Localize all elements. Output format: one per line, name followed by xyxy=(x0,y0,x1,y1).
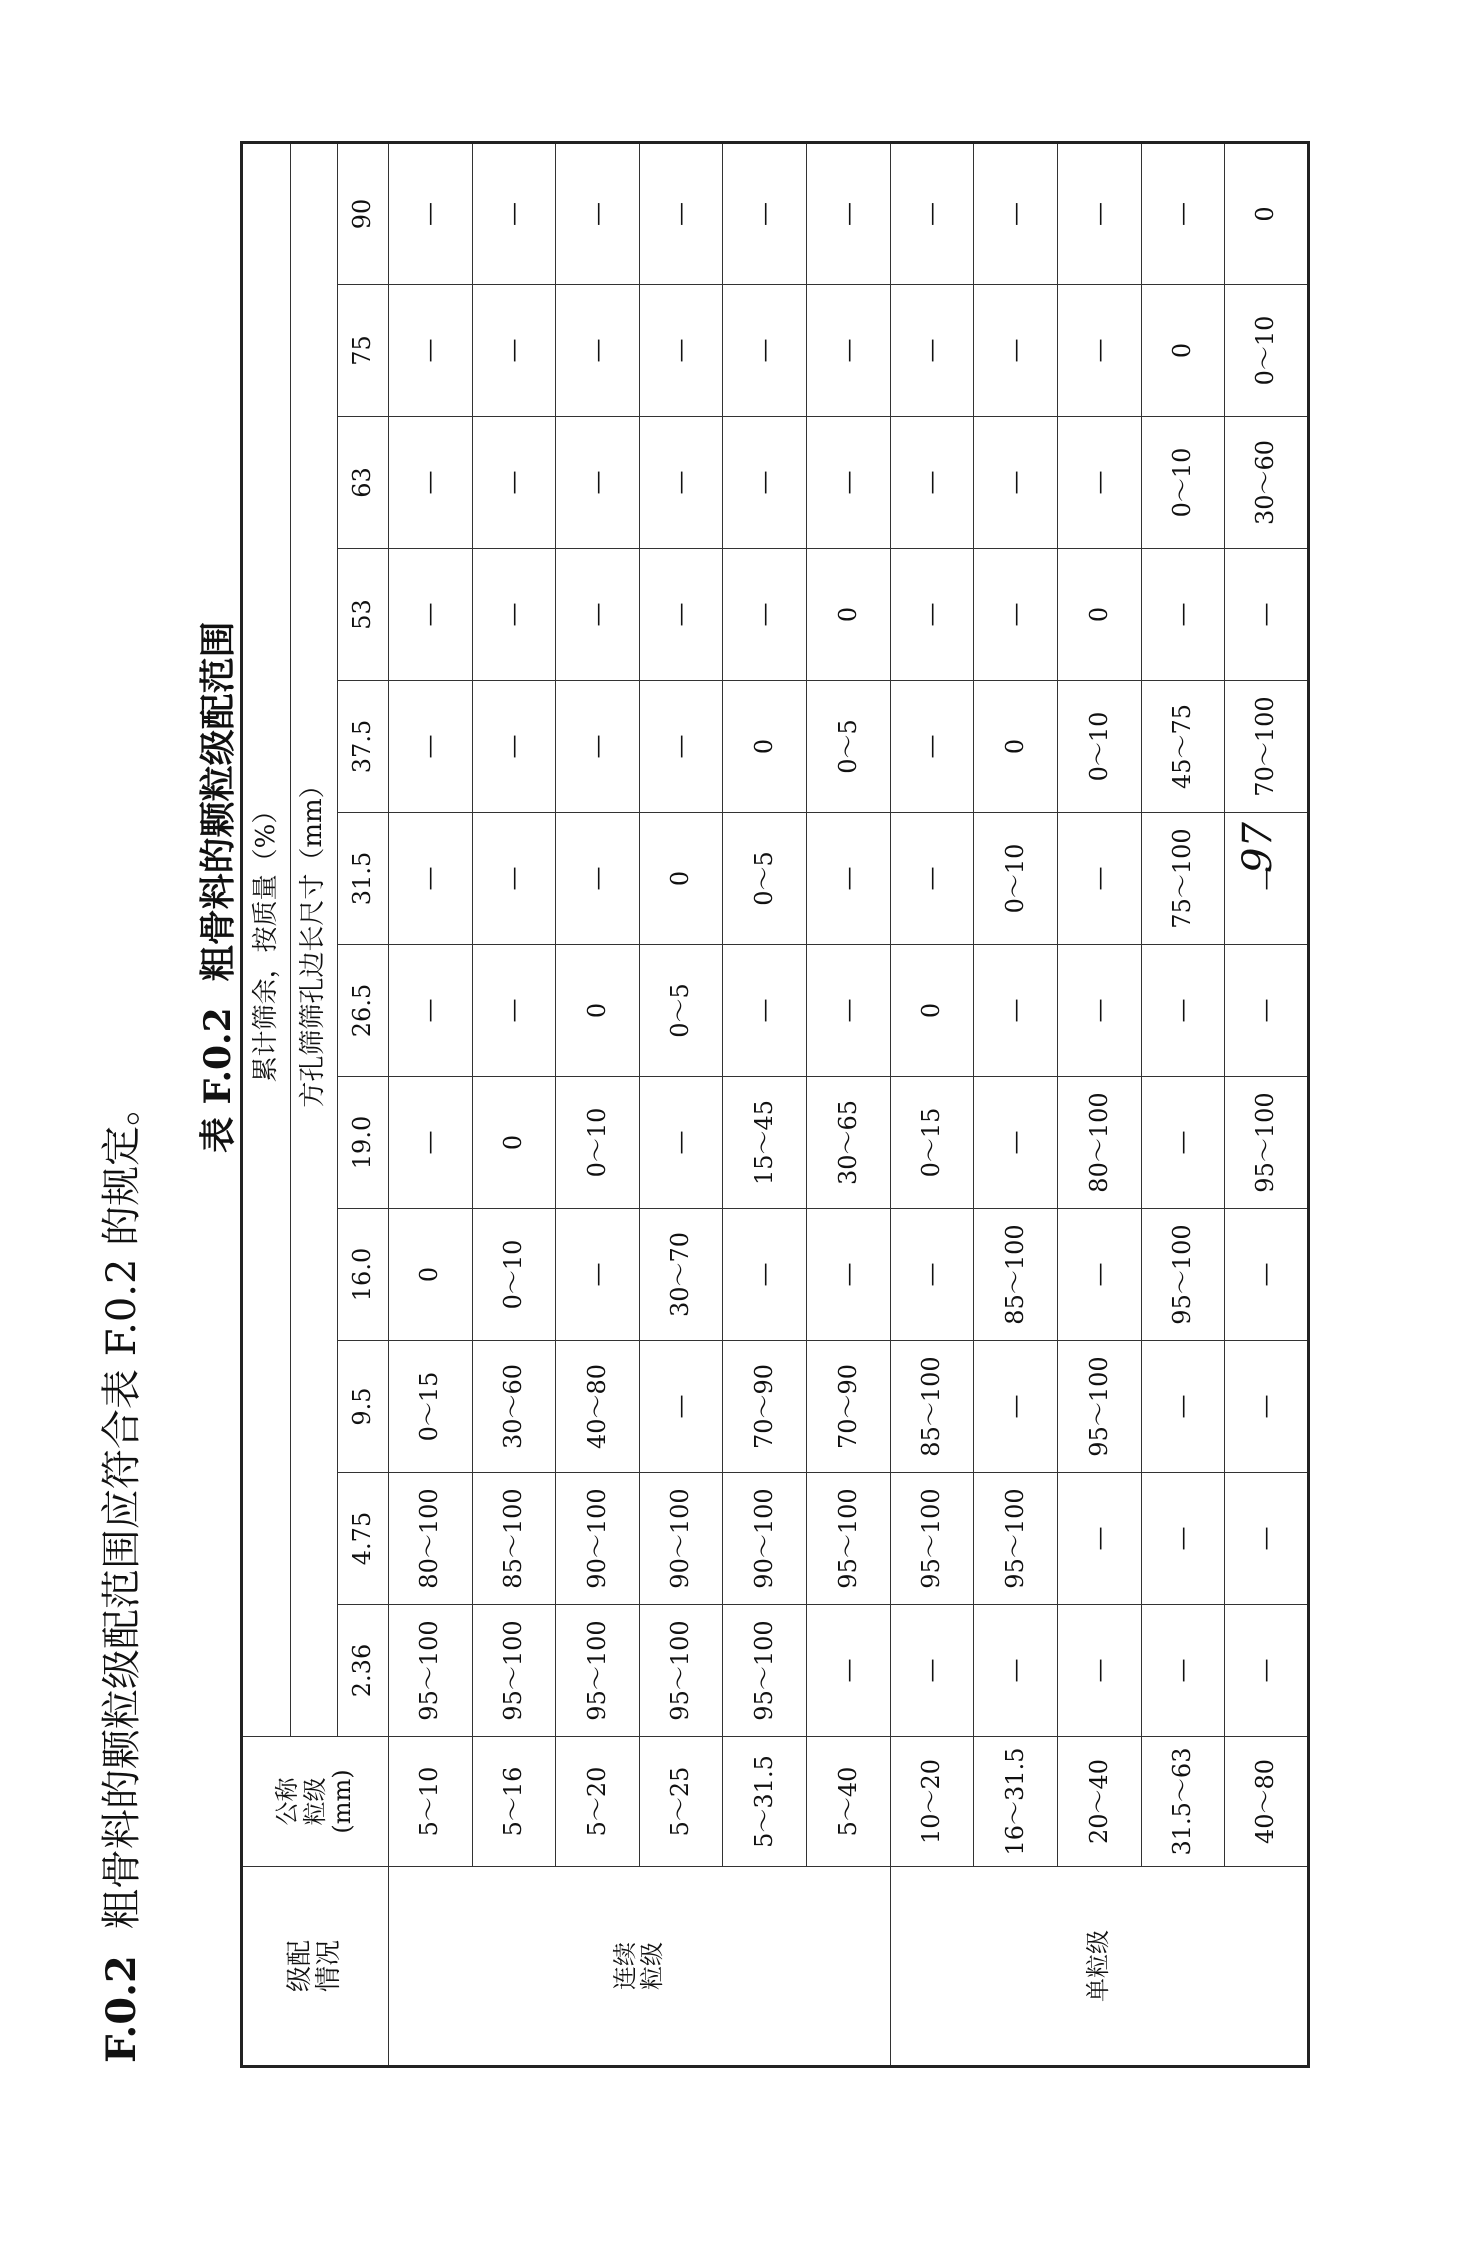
retained-value-cell: — xyxy=(807,417,891,549)
retained-value-cell: — xyxy=(723,417,807,549)
header-row-1 xyxy=(242,142,291,2066)
section-number: F.0.2 xyxy=(98,1955,145,2063)
retained-value-cell: 30～60 xyxy=(472,1341,556,1473)
table-row xyxy=(472,142,556,2066)
nominal-header-line1: 公称 xyxy=(273,1777,302,1826)
table-row xyxy=(1225,142,1309,2066)
retained-value-cell: 95～100 xyxy=(639,1605,723,1737)
retained-value-cell: — xyxy=(890,1209,974,1341)
retained-value-cell: — xyxy=(974,945,1058,1077)
retained-value-cell: — xyxy=(639,1341,723,1473)
retained-value-cell: 0 xyxy=(723,681,807,813)
retained-value-cell: 40～80 xyxy=(556,1341,640,1473)
retained-value-cell: — xyxy=(639,681,723,813)
retained-value-cell: — xyxy=(639,549,723,681)
retained-value-cell: 70～90 xyxy=(807,1341,891,1473)
retained-value-cell: — xyxy=(890,681,974,813)
retained-value-cell: — xyxy=(472,813,556,945)
retained-value-cell: 0～5 xyxy=(639,945,723,1077)
retained-value-cell: 95～100 xyxy=(890,1473,974,1605)
retained-value-cell: — xyxy=(723,945,807,1077)
retained-value-cell: — xyxy=(1141,945,1225,1077)
retained-value-cell: 70～90 xyxy=(723,1341,807,1473)
table-row xyxy=(1141,142,1225,2066)
nominal-grade-cell: 40～80 xyxy=(1225,1737,1309,1867)
retained-value-cell: 90～100 xyxy=(639,1473,723,1605)
retained-value-cell: — xyxy=(388,813,472,945)
retained-value-cell: 0 xyxy=(807,549,891,681)
retained-value-cell: 0 xyxy=(974,681,1058,813)
retained-value-cell: 0～5 xyxy=(723,813,807,945)
retained-value-cell: 0 xyxy=(556,945,640,1077)
nominal-grade-cell: 20～40 xyxy=(1058,1737,1142,1867)
retained-value-cell: — xyxy=(974,285,1058,417)
table-title: 粗骨料的颗粒级配范围 xyxy=(197,621,239,982)
retained-value-cell: — xyxy=(388,142,472,284)
retained-value-cell: — xyxy=(1225,1605,1309,1737)
retained-value-cell: — xyxy=(472,417,556,549)
retained-value-cell: — xyxy=(388,945,472,1077)
retained-value-cell: — xyxy=(807,1209,891,1341)
retained-value-cell: 0～15 xyxy=(890,1077,974,1209)
retained-value-cell: — xyxy=(388,285,472,417)
retained-value-cell: — xyxy=(890,142,974,284)
group-label-cell xyxy=(388,1867,890,2067)
retained-value-cell: 30～65 xyxy=(807,1077,891,1209)
retained-value-cell: 0～10 xyxy=(1225,285,1309,417)
retained-value-cell: 80～100 xyxy=(388,1473,472,1605)
nominal-grade-cell: 10～20 xyxy=(890,1737,974,1867)
retained-value-cell: 0 xyxy=(1141,285,1225,417)
nominal-grade-cell: 5～16 xyxy=(472,1737,556,1867)
table-row xyxy=(556,142,640,2066)
retained-value-cell: — xyxy=(556,813,640,945)
retained-value-cell: — xyxy=(974,549,1058,681)
table-row xyxy=(807,142,891,2066)
gradation-header-line2: 情况 xyxy=(314,1940,345,1993)
retained-value-cell: — xyxy=(472,285,556,417)
sieve-size-header: 63 xyxy=(337,417,388,549)
retained-value-cell: — xyxy=(1225,945,1309,1077)
retained-value-cell: 0～10 xyxy=(1141,417,1225,549)
nominal-grade-cell: 5～20 xyxy=(556,1737,640,1867)
retained-value-cell: 0 xyxy=(472,1077,556,1209)
cumulative-header: 累计筛余，按质量（%） xyxy=(242,142,291,1736)
retained-value-cell: 0 xyxy=(1058,549,1142,681)
retained-value-cell: 45～75 xyxy=(1141,681,1225,813)
sieve-size-header: 16.0 xyxy=(337,1209,388,1341)
group-label-line1: 单粒级 xyxy=(1084,1930,1113,2002)
retained-value-cell: 75～100 xyxy=(1141,813,1225,945)
retained-value-cell: — xyxy=(556,417,640,549)
table-row xyxy=(639,142,723,2066)
retained-value-cell: 80～100 xyxy=(1058,1077,1142,1209)
retained-value-cell: — xyxy=(639,417,723,549)
sieve-size-header: 53 xyxy=(337,549,388,681)
retained-value-cell: — xyxy=(1225,1341,1309,1473)
retained-value-cell: — xyxy=(890,549,974,681)
group-label-line1: 连续 xyxy=(610,1942,639,1990)
retained-value-cell: — xyxy=(807,813,891,945)
retained-value-cell: — xyxy=(472,945,556,1077)
nominal-grade-cell: 31.5～63 xyxy=(1141,1737,1225,1867)
retained-value-cell: — xyxy=(723,285,807,417)
retained-value-cell: — xyxy=(974,142,1058,284)
retained-value-cell: — xyxy=(1225,549,1309,681)
retained-value-cell: 30～60 xyxy=(1225,417,1309,549)
retained-value-cell: — xyxy=(472,549,556,681)
retained-value-cell: 0 xyxy=(1225,142,1309,284)
retained-value-cell: 95～100 xyxy=(472,1605,556,1737)
retained-value-cell: 95～100 xyxy=(974,1473,1058,1605)
retained-value-cell: — xyxy=(556,681,640,813)
retained-value-cell: 95～100 xyxy=(723,1605,807,1737)
retained-value-cell: — xyxy=(807,1605,891,1737)
retained-value-cell: — xyxy=(1225,1473,1309,1605)
retained-value-cell: 95～100 xyxy=(1141,1209,1225,1341)
sieve-size-header: 4.75 xyxy=(337,1473,388,1605)
retained-value-cell: — xyxy=(890,813,974,945)
table-number: 表 F.0.2 xyxy=(197,1007,239,1153)
retained-value-cell: — xyxy=(1141,142,1225,284)
retained-value-cell: — xyxy=(723,142,807,284)
retained-value-cell: — xyxy=(1058,417,1142,549)
retained-value-cell: 95～100 xyxy=(1058,1341,1142,1473)
retained-value-cell: 0 xyxy=(388,1209,472,1341)
retained-value-cell: — xyxy=(388,417,472,549)
retained-value-cell: — xyxy=(388,549,472,681)
retained-value-cell: 95～100 xyxy=(1225,1077,1309,1209)
retained-value-cell: — xyxy=(807,142,891,284)
nominal-header-line2: 粒级 xyxy=(300,1777,329,1826)
retained-value-cell: — xyxy=(974,417,1058,549)
table-caption xyxy=(190,621,241,1153)
retained-value-cell: — xyxy=(1058,1209,1142,1341)
retained-value-cell: — xyxy=(1141,1077,1225,1209)
retained-value-cell: — xyxy=(1225,813,1309,945)
nominal-grade-cell: 16～31.5 xyxy=(974,1737,1058,1867)
nominal-grade-cell: 5～25 xyxy=(639,1737,723,1867)
section-heading xyxy=(90,1086,147,2063)
nominal-grade-cell: 5～40 xyxy=(807,1737,891,1867)
retained-value-cell: — xyxy=(1058,813,1142,945)
retained-value-cell: 90～100 xyxy=(723,1473,807,1605)
retained-value-cell: 0 xyxy=(890,945,974,1077)
retained-value-cell: — xyxy=(556,549,640,681)
retained-value-cell: 0 xyxy=(639,813,723,945)
table-row xyxy=(723,142,807,2066)
retained-value-cell: — xyxy=(1058,1473,1142,1605)
retained-value-cell: — xyxy=(1058,285,1142,417)
sieve-header: 方孔筛筛孔边长尺寸（mm） xyxy=(290,142,337,1736)
sieve-size-header: 31.5 xyxy=(337,813,388,945)
retained-value-cell: 30～70 xyxy=(639,1209,723,1341)
retained-value-cell: 85～100 xyxy=(890,1341,974,1473)
retained-value-cell: 95～100 xyxy=(388,1605,472,1737)
sieve-size-header: 19.0 xyxy=(337,1077,388,1209)
nominal-header-line3: (mm) xyxy=(328,1769,357,1834)
retained-value-cell: — xyxy=(1141,549,1225,681)
retained-value-cell: 95～100 xyxy=(807,1473,891,1605)
table-row xyxy=(388,142,472,2066)
retained-value-cell: — xyxy=(1141,1473,1225,1605)
sieve-size-header: 37.5 xyxy=(337,681,388,813)
retained-value-cell: 0～10 xyxy=(974,813,1058,945)
retained-value-cell: — xyxy=(639,285,723,417)
retained-value-cell: — xyxy=(807,285,891,417)
retained-value-cell: — xyxy=(1225,1209,1309,1341)
retained-value-cell: 85～100 xyxy=(974,1209,1058,1341)
retained-value-cell: — xyxy=(556,285,640,417)
retained-value-cell: — xyxy=(1141,1605,1225,1737)
retained-value-cell: — xyxy=(890,417,974,549)
retained-value-cell: — xyxy=(639,142,723,284)
retained-value-cell: — xyxy=(1058,945,1142,1077)
retained-value-cell: — xyxy=(974,1341,1058,1473)
retained-value-cell: 15～45 xyxy=(723,1077,807,1209)
retained-value-cell: 90～100 xyxy=(556,1473,640,1605)
nominal-grade-cell: 5～10 xyxy=(388,1737,472,1867)
retained-value-cell: 0～5 xyxy=(807,681,891,813)
retained-value-cell: 0～10 xyxy=(472,1209,556,1341)
retained-value-cell: — xyxy=(1058,1605,1142,1737)
sieve-size-header: 75 xyxy=(337,285,388,417)
retained-value-cell: — xyxy=(974,1605,1058,1737)
nominal-header xyxy=(242,1737,389,1867)
sieve-size-header: 9.5 xyxy=(337,1341,388,1473)
retained-value-cell: — xyxy=(639,1077,723,1209)
retained-value-cell: 95～100 xyxy=(556,1605,640,1737)
retained-value-cell: 70～100 xyxy=(1225,681,1309,813)
retained-value-cell: — xyxy=(556,142,640,284)
retained-value-cell: — xyxy=(1058,142,1142,284)
sieve-size-header: 90 xyxy=(337,142,388,284)
table-row xyxy=(890,142,974,2066)
gradation-header-line1: 级配 xyxy=(284,1940,315,1993)
retained-value-cell: — xyxy=(723,549,807,681)
retained-value-cell: 0～10 xyxy=(556,1077,640,1209)
table-row xyxy=(974,142,1058,2066)
nominal-grade-cell: 5～31.5 xyxy=(723,1737,807,1867)
sieve-size-header: 26.5 xyxy=(337,945,388,1077)
retained-value-cell: — xyxy=(388,681,472,813)
retained-value-cell: — xyxy=(472,142,556,284)
page-number: 97 xyxy=(1235,822,1281,873)
retained-value-cell: 0～15 xyxy=(388,1341,472,1473)
retained-value-cell: — xyxy=(723,1209,807,1341)
group-label-line2: 粒级 xyxy=(638,1942,667,1990)
table-row xyxy=(1058,142,1142,2066)
retained-value-cell: — xyxy=(388,1077,472,1209)
retained-value-cell: — xyxy=(974,1077,1058,1209)
retained-value-cell: — xyxy=(807,945,891,1077)
group-label-cell xyxy=(890,1867,1308,2067)
section-text: 粗骨料的颗粒级配范围应符合表 F.0.2 的规定。 xyxy=(99,1085,145,1930)
retained-value-cell: — xyxy=(472,681,556,813)
retained-value-cell: — xyxy=(556,1209,640,1341)
retained-value-cell: — xyxy=(890,285,974,417)
retained-value-cell: — xyxy=(890,1605,974,1737)
retained-value-cell: 85～100 xyxy=(472,1473,556,1605)
gradation-header xyxy=(242,1867,389,2067)
retained-value-cell: — xyxy=(1141,1341,1225,1473)
sieve-size-header: 2.36 xyxy=(337,1605,388,1737)
gradation-table xyxy=(240,141,1310,2068)
retained-value-cell: 0～10 xyxy=(1058,681,1142,813)
